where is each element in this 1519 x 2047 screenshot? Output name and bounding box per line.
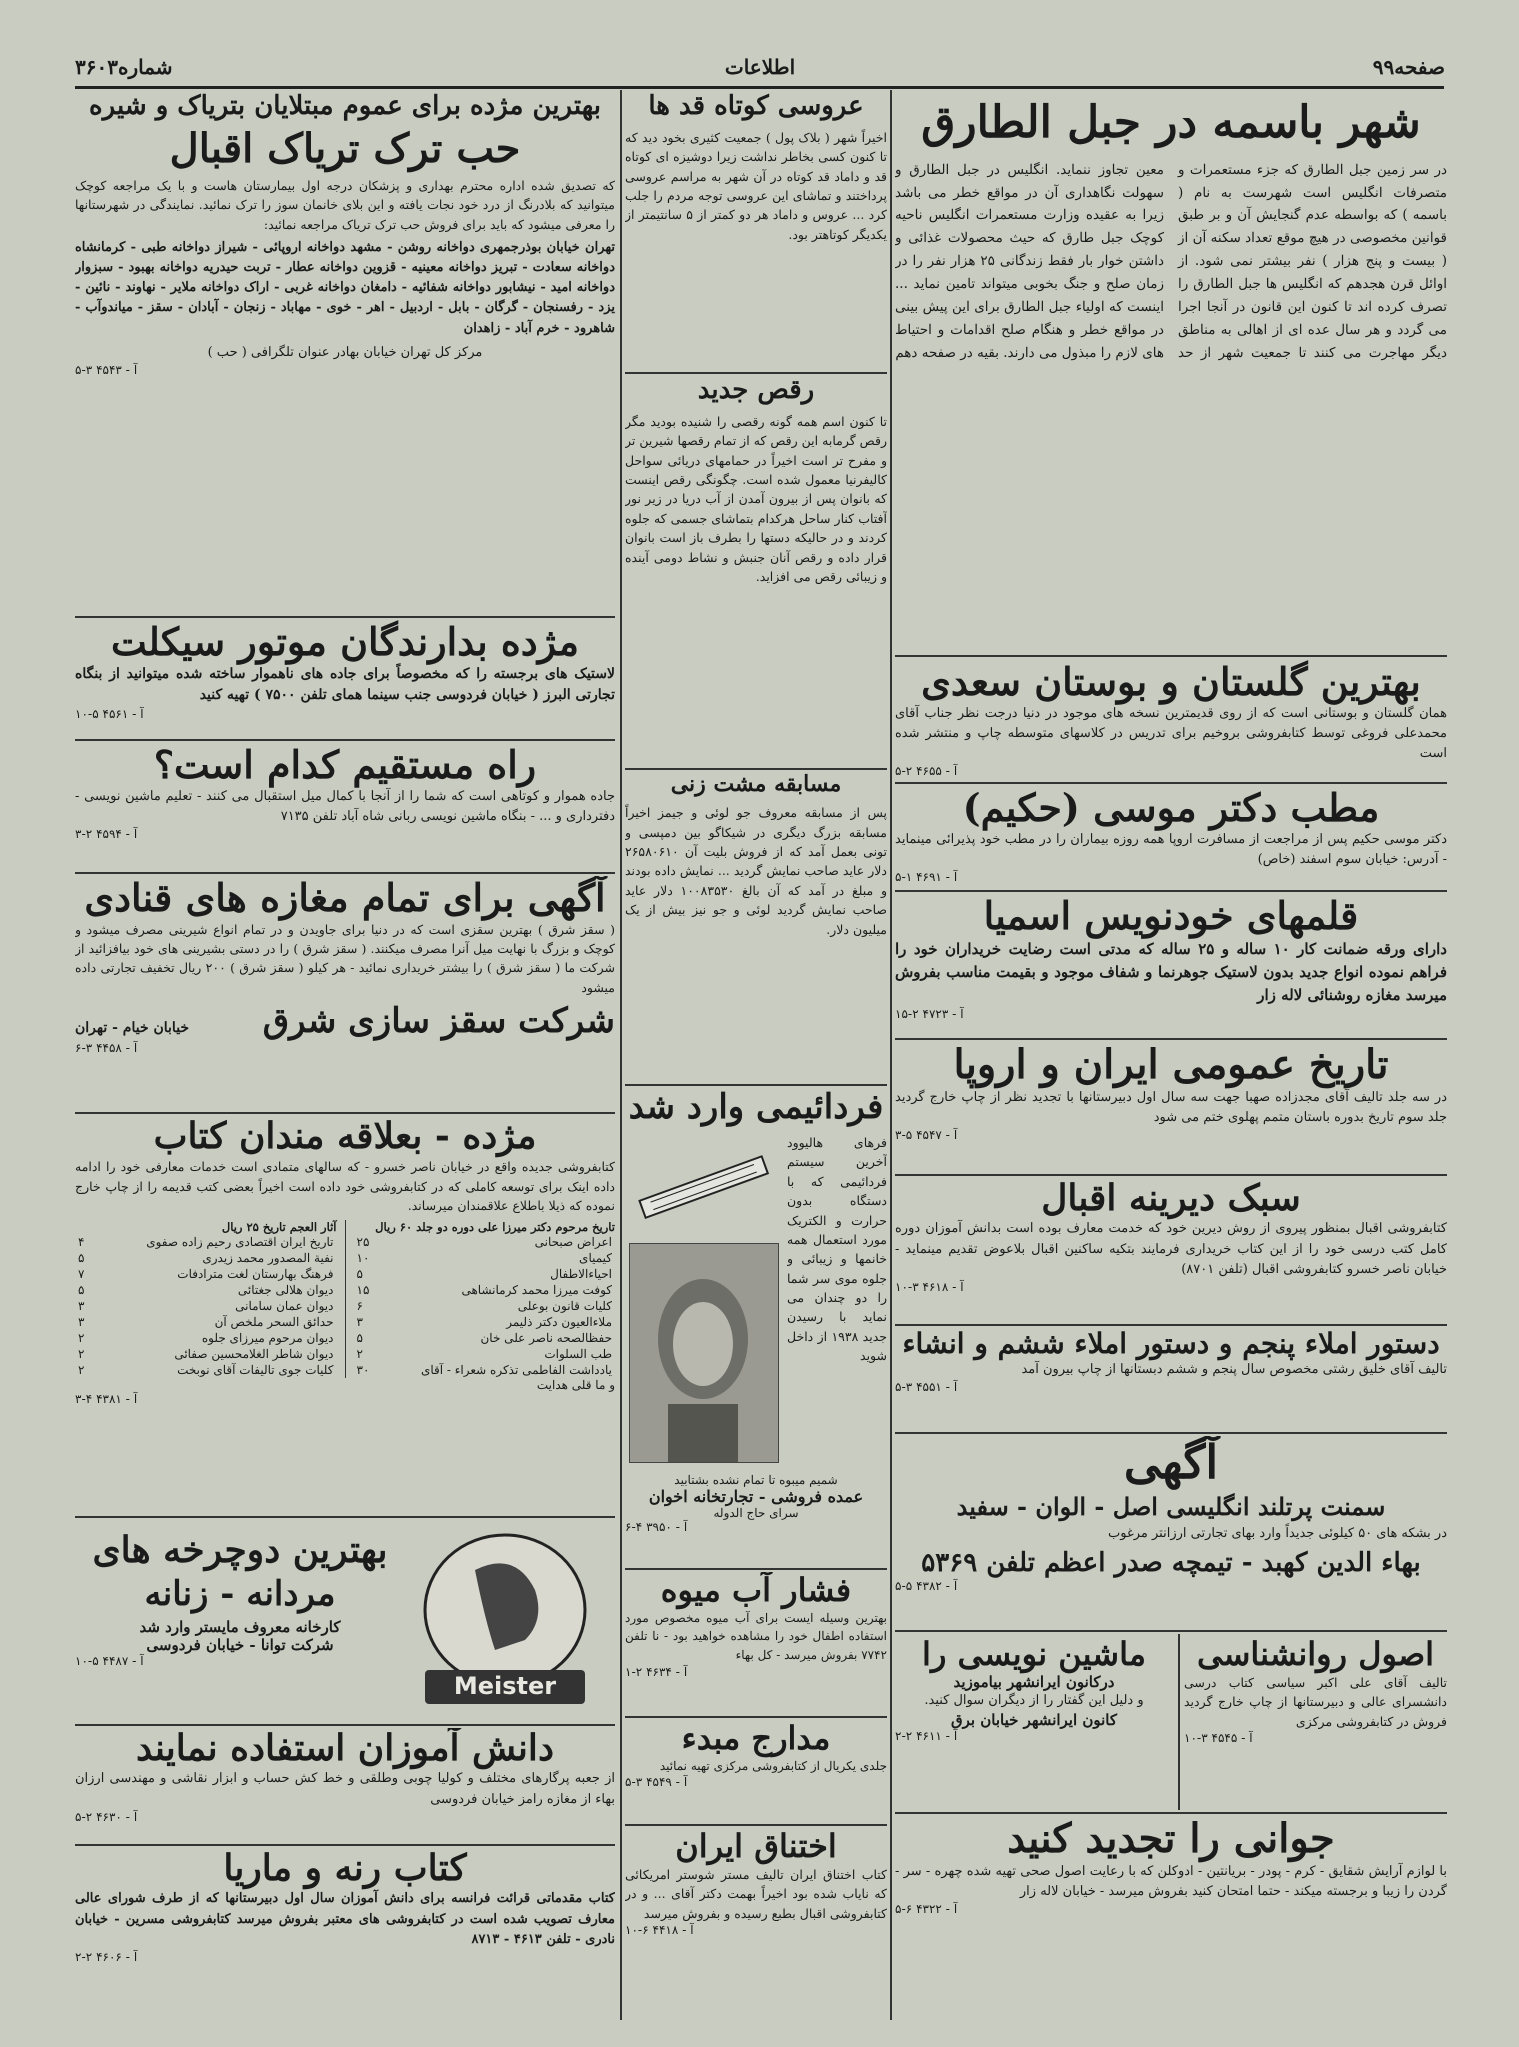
ad-code: آ - ۴۶۱۱ ۲-۲ [895, 1728, 958, 1743]
ad-code: آ - ۴۶۱۸ ۳-۱۰ [895, 1279, 964, 1294]
book-price: ۵ [356, 1266, 363, 1281]
books-body: کتابفروشی جدیده واقع در خیابان ناصر خسرو - که سالهای متمادی است خدمات معارفی خود را ادامه داده اینک برای توسعه کاملی که در کتابفروشی خود داده است اخیراً بعضی کتب قدیمه را از چاپ خارج نموده که ذیلا باطلاع علاقمندان میرساند. [75, 1159, 615, 1214]
books-head-b: آثار العجم تاریخ ۲۵ ریال [221, 1219, 337, 1234]
book-price: ۴ [78, 1234, 85, 1249]
iran-squeeze-body: کتاب اختناق ایران تالیف مستر شوستر امریکائی که نایاب شده بود اخیراً بهمت دکتر آقای ... و در کتابفروشی اقبال بطبع رسیده و بفروش میرسد [625, 1866, 887, 1921]
opium-ad [75, 92, 615, 612]
book-title: حدائق السحر ملخص آن [214, 1314, 334, 1329]
gibraltar-title: شهر باسمه در جبل الطارق [921, 97, 1421, 148]
book-row [354, 1298, 616, 1314]
divider [75, 1724, 615, 1726]
pens-ad [895, 894, 1447, 1034]
divider [75, 616, 615, 618]
book-row [75, 1266, 337, 1282]
page-number: صفحه۹۹ [1372, 55, 1445, 79]
ad-code: آ - ۴۴۸۷ ۵-۱۰ [75, 1654, 144, 1669]
students-ad [75, 1728, 615, 1840]
students-body: از جعبه پرگارهای مختلف و کولیا چوبی وطلقی و خط کش حساب و ابزار نقاشی و مهندسی ارزان بهاء از مغازه رامز خیابان فردوسی [75, 1771, 615, 1807]
madarej-title: مدارج مبدء [681, 1720, 831, 1757]
bicycles-subtitle: مردانه - زنانه [144, 1574, 336, 1615]
typing-sub2: کانون ایرانشهر خیابان برق [950, 1710, 1118, 1729]
book-price: ۶ [356, 1298, 363, 1313]
bicycles-line1: کارخانه معروف مایستر وارد شد [139, 1618, 341, 1637]
eqbal-style-body: کتابفروشی اقبال بمنظور پیروی از روش دیرین خود که خدمت معارف بوده است بدانش آموزان دوره کامل کتب درسی خود را از این کتاب خریداری فرمایند بتکیه ساکنین اقبال بلاعوض تقدیم مینماید - خیابان ناصر خسرو کتابفروشی اقبال (تلفن ۸۷۰۱) [895, 1221, 1447, 1277]
book-row [75, 1330, 337, 1346]
divider [895, 1630, 1447, 1632]
ad-code: آ - ۴۶۰۶ ۲-۲ [75, 1949, 138, 1964]
book-price: ۵ [78, 1282, 85, 1297]
book-row [75, 1250, 337, 1266]
divider [625, 372, 887, 374]
book-title: ملاءالعیون دکتر ذلیمر [506, 1314, 612, 1329]
new-dance-article [625, 376, 887, 764]
typing-sub1: درکانون ایرانشهر بیاموزید [953, 1672, 1115, 1691]
ad-code: آ - ۴۳۸۲ ۵-۵ [895, 1578, 958, 1593]
confectionery-title: آگهی برای تمام مغازه های قنادی [84, 876, 606, 920]
short-bride-title: عروسی کوتاه قد ها [648, 92, 864, 121]
madarej-ad [625, 1720, 887, 1820]
juice-ad [625, 1572, 887, 1712]
book-row [354, 1250, 616, 1266]
book-title: حفظالصحه ناصر علی خان [480, 1330, 612, 1345]
book-title: فرهنگ بهارستان لغت مترادفات [177, 1266, 334, 1281]
book-row [75, 1346, 337, 1362]
book-price: ۳۰ [356, 1362, 370, 1377]
book-price: ۷ [78, 1266, 85, 1281]
ad-code: آ - ۴۵۴۵ ۳-۱۰ [1184, 1730, 1253, 1745]
fredi-shop-line3: سرای حاج الدوله [713, 1506, 799, 1521]
book-row [75, 1362, 337, 1378]
book-list-b [75, 1234, 337, 1378]
ad-code: آ - ۴۴۱۸ ۶-۱۰ [625, 1922, 694, 1937]
book-price: ۲ [356, 1346, 363, 1361]
hakim-ad [895, 786, 1447, 886]
divider [75, 1516, 615, 1518]
book-price: ۲ [78, 1346, 85, 1361]
book-title: یادداشت الفاطمی تذکره شعراء - آقای [420, 1362, 612, 1377]
fredi-shop-line2: عمده فروشی - تجارتخانه اخوان [648, 1487, 864, 1507]
hakim-body: دکتر موسی حکیم پس از مراجعت از مسافرت اروپا همه روزه بیماران را در مطب خود پذیرائی مینماید - آدرس: خیابان سوم اسفند (خاص) [895, 831, 1447, 867]
straight-road-ad [75, 743, 615, 868]
book-row [75, 1314, 337, 1330]
portrait-icon [629, 1244, 778, 1463]
column-divider [620, 90, 622, 2020]
typing-body: و دلیل این گفتار را از دیگران سوال کنید. [924, 1692, 1144, 1708]
history-title: تاریخ عمومی ایران و اروپا [953, 1042, 1389, 1088]
divider [625, 1568, 887, 1570]
book-row [354, 1330, 616, 1346]
woman-portrait-image [629, 1243, 779, 1463]
golestan-title: بهترین گلستان و بوستان سعدی [921, 660, 1421, 704]
fist-contest-body: پس از مسابقه معروف جو لوئی و جیمز اخیراً مسابقه بزرگ دیگری در شیکاگو بین دمپسی و تونی بعمل آمد که از فروش بلیت آن ۲۶۵۸۰۶۱۰ دلار عاید صاحب نمایش گردید ... نمایش داده بودند و مبلغ در آمد که آن بالغ ۱۰۰۸۳۵۳۰ دلار عاید صاحب نمایش گردید لوئی و جو نیز بیش از یک میلیون دلار. [625, 805, 887, 937]
fredi-title: فردائیمی وارد شد [628, 1088, 884, 1127]
bicycles-ad [75, 1520, 615, 1720]
iran-squeeze-ad [625, 1828, 887, 2016]
books-ad [75, 1116, 615, 1512]
column-divider [890, 90, 892, 2020]
books-footer: و ما قلی هدایت [536, 1377, 615, 1392]
bicycles-line2: شرکت توانا - خیابان فردوسی [146, 1636, 334, 1655]
opium-title: حب ترک تریاک اقبال [169, 124, 521, 172]
confectionery-company: شرکت سقز سازی شرق [262, 1001, 615, 1042]
book-title: کلیات جوی تالیفات آقای نوبخت [177, 1362, 334, 1377]
opium-footer: مرکز کل تهران خیابان بهادر عنوان تلگرافی ( حب ) [207, 344, 483, 360]
divider [895, 782, 1447, 784]
book-price: ۲ [78, 1362, 85, 1377]
psychology-ad [1184, 1636, 1447, 1808]
book-price: ۲۵ [356, 1234, 370, 1249]
confectionery-address: خیابان خیام - تهران [75, 1020, 190, 1037]
book-row [354, 1346, 616, 1362]
dictation-ad [895, 1328, 1447, 1428]
psychology-body: تالیف آقای علی اکبر سیاسی کتاب درسی دانشسرای عالی و دبیرستانها از چاپ خارج گردید فروش در کتابفروشی مرکزی [1184, 1674, 1447, 1729]
cement-phone: بهاء الدین کهبد - تیمچه صدر اعظم تلفن ۵۳۶۹ [921, 1547, 1421, 1578]
book-price: ۳ [78, 1298, 85, 1313]
gibraltar-body: در سر زمین جبل الطارق که جزء مستعمرات و متصرفات انگلیس است شهرست به نام ( باسمه ) که بواسطه عدم گنجایش آن و بر طبق قوانین مخصوصی در هیچ موقع تعداد سکنه آن از ( بیست و پنج هزار ) نفر بیشتر نمی شود. از اوائل قرن هجدهم که انگلیس ها جبل الطارق را تصرف کرده اند تا کنون این قانون در آنجا اجرا می گردد و هر سال عده ای از اهالی به مناطق دیگر مهاجرت می کنند تا جمعیت شهر از حد معین تجاوز ننماید. انگلیس در جبل الطارق و سهولت نگاهداری آن در مواقع خطر می باشد زیرا به عقیده وزارت مستعمرات انگلیس ناحیه کوچک جبل طارق که حیث محصولات غذائی و داشتن خوار بار فقط زندگانی ۲۵ هزار نفر را در زمان صلح و جنگ بخوبی میتواند تامین نماید ... اینست که اولیاء جبل الطارق برای این پیش بینی در مواقع خطر و هنگام صلح اقدامات و احتیاط های لازم را مبذول می دارند. بقیه در صفحه دهم [895, 161, 1447, 362]
gibraltar-article [895, 92, 1447, 652]
book-price: ۱۰ [356, 1250, 370, 1265]
divider [895, 1174, 1447, 1176]
straight-road-title: راه مستقیم کدام است؟ [153, 743, 537, 787]
youth-title: جوانی را تجدید کنید [1007, 1816, 1335, 1862]
hair-curler-illustration [629, 1143, 779, 1233]
book-title: کیمیای [579, 1250, 612, 1265]
book-price: ۳ [78, 1314, 85, 1329]
book-title: احیاءالاطفال [550, 1266, 612, 1281]
ad-code: آ - ۴۵۵۱ ۳-۵ [895, 1380, 958, 1395]
column-divider [1178, 1634, 1180, 1810]
typing-title: ماشین نویسی را [922, 1636, 1146, 1673]
cement-body: در بشکه های ۵۰ کیلوئی جدیداً وارد بهای تجارتی ارزانتر مرغوب [1107, 1526, 1447, 1542]
juice-title: فشار آب میوه [660, 1572, 852, 1609]
psychology-title: اصول روانشناسی [1196, 1636, 1435, 1673]
bicycles-title: بهترین دوچرخه های [92, 1530, 388, 1571]
books-head-a: تاریخ مرحوم دکتر میرزا علی دوره دو جلد ۶۰ ریال [375, 1219, 615, 1234]
ad-code: آ - ۳۹۵۰ ۴-۶ [625, 1520, 688, 1535]
divider [75, 1844, 615, 1846]
short-bride-article [625, 92, 887, 367]
book-title: اعراض صبحانی [534, 1234, 612, 1249]
ad-code: آ - ۴۴۵۸ ۳-۶ [75, 1041, 138, 1056]
fredi-shop-line1: شمیم میبوه تا تمام نشده بشتابید [674, 1473, 838, 1488]
book-title: تاریخ ایران اقتصادی رحیم زاده صفوی [146, 1234, 334, 1249]
book-title: کلیات قانون بوعلی [517, 1298, 612, 1313]
books-title: مژده - بعلاقه مندان کتاب [153, 1116, 537, 1157]
history-body: در سه جلد تالیف آقای مجدزاده صهبا جهت سه سال اول دبیرستانها با تجدید نظر از چاپ خارج گردید جلد سوم تاریخ بدوره باستان متمم پهلوی ختم می شود [895, 1090, 1447, 1126]
dictation-title: دستور املاء پنجم و دستور املاء ششم و انشاء [902, 1328, 1440, 1360]
fredi-body: فرهای هالیوود آخرین سیستم فردائیمی که با دستگاه بدون حرارت و الکتریک مورد استعمال همه خانمها و زیبائی و جلوه موی سر شما را دو چندان می نماید با رسیدن جدید ۱۹۳۸ از داخل شوید [787, 1135, 887, 1364]
book-row [75, 1282, 337, 1298]
fist-contest-article [625, 772, 887, 1080]
divider [625, 1084, 887, 1086]
book-title: کوفت میرزا محمد کرمانشاهی [461, 1282, 612, 1297]
book-price: ۵ [78, 1250, 85, 1265]
opium-top: بهترین مژده برای عموم مبتلایان بتریاک و شیره [89, 92, 601, 121]
ad-code: آ - ۴۶۹۱ ۱-۵ [895, 869, 958, 884]
book-list-a [354, 1234, 616, 1378]
book-title: طب السلوات [544, 1346, 612, 1361]
book-row [354, 1266, 616, 1282]
rene-maria-body: کتاب مقدماتی قرائت فرانسه برای دانش آموزان سال اول دبیرستانها که از طرف شورای عالی معارف تصویب شده است در کتابفروشی های معتبر بفروش میرسد کتابفروشی مسرین - خیابان نادری - تلفن ۴۶۱۳ - ۸۷۱۳ [75, 1891, 615, 1947]
motorcycle-title: مژده بدارندگان موتور سیکلت [110, 620, 580, 664]
opium-body: که تصدیق شده اداره محترم بهداری و پزشکان درجه اول بیمارستان هاست و با یک مراجعه کوچک میتوانید که بلادرنگ از درد خود نجات یافته و این بلای خانمان سوز را ترک نمائید. نمایندگی در شهرستانها را معرفی میشود که باید برای فروش حب ترک تریاک مراجعه نمائید: [75, 177, 615, 232]
book-price: ۲ [78, 1330, 85, 1345]
cement-ad [895, 1436, 1447, 1626]
dictation-body: تالیف آقای خلیق رشتی مخصوص سال پنجم و ششم دبستانها از چاپ بیرون آمد [1021, 1362, 1447, 1378]
divider [895, 1812, 1447, 1814]
short-bride-body: اخیراً شهر ( بلاک پول ) جمعیت کثیری بخود دید که تا کنون کسی بخاطر نداشت زیرا دوشیزه ای کوتاه قد و داماد قد کوتاه در آن شهر به مراسم عروسی پرداختند و تماشای این عروسی توجه مردم را جلب کرد ... عروس و داماد هر دو کمتر از ۵ سانتیمتر از یکدیگر کوتاهتر بود. [625, 129, 887, 242]
confectionery-ad [75, 876, 615, 1108]
book-price: ۵ [356, 1330, 363, 1345]
divider [895, 655, 1447, 657]
straight-road-body: جاده هموار و کوتاهی است که شما را از آنجا با کمال میل استقبال می کنند - تعلیم ماشین نویسی - دفترداری و ... - بنگاه ماشین نویسی ربانی شاه آباد تلفن ۷۱۳۵ [75, 788, 615, 824]
ad-code: آ - ۴۵۶۱ ۵-۱۰ [75, 707, 144, 722]
divider [625, 1824, 887, 1826]
paper-name: اطلاعات [724, 55, 796, 79]
book-row [354, 1314, 616, 1330]
fist-contest-title: مسابقه مشت زنی [670, 772, 842, 797]
curler-icon [629, 1143, 779, 1233]
book-price: ۱۵ [356, 1282, 370, 1297]
book-row [75, 1234, 337, 1250]
ad-code: آ - ۴۵۴۷ ۵-۳ [895, 1128, 958, 1143]
hakim-title: مطب دکتر موسی (حکیم) [962, 786, 1380, 830]
ad-code: آ - ۴۵۴۳ ۳-۵ [75, 362, 138, 377]
students-title: دانش آموزان استفاده نمایند [136, 1728, 554, 1769]
cement-subtitle: سمنت پرتلند انگلیسی اصل - الوان - سفید [956, 1491, 1386, 1521]
page-header [75, 55, 1445, 83]
new-dance-body: تا کنون اسم همه گونه رقصی را شنیده بودید مگر رقص گرمابه این رقص که از تمام رقصها شیرین تر و مفرح تر است اخیراً در حمامهای دریائی سواحل کالیفرنیا معمول شده است. چگونگی رقص اینست که بانوان پس از بیرون آمدن از آب دریا در زیر نور آفتاب کنار ساحل هرکدام بتماشای جسمی که جلوه کردند و در حالیکه دستها را بطرف باز است بانوان قرار داده و رقص آنان جنبش و نشاط دومی آینده و زیبائی رقص می افزاید. [625, 413, 887, 584]
golestan-ad [895, 660, 1447, 778]
book-title: دیوان عمان سامانی [235, 1298, 334, 1313]
ad-code: آ - ۴۳۸۱ ۴-۳ [75, 1391, 138, 1406]
divider [895, 1038, 1447, 1040]
book-title: نفیة المصدور محمد زیدری [202, 1250, 334, 1265]
golestan-body: همان گلستان و بوستانی است که از روی قدیمترین نسخه های موجود در دنیا درجت نظر جناب آقای محمدعلی فروغی توسط کتابفروشی بروخیم برای تدریس در کلاسهای متوسطه چاپ و منتشر شده است [895, 705, 1447, 761]
divider [625, 1716, 887, 1718]
divider [75, 1112, 615, 1114]
ad-code: آ - ۴۷۲۳ ۲-۱۵ [895, 1007, 964, 1022]
ad-code: آ - ۴۳۲۲ ۶-۵ [895, 1902, 958, 1917]
rene-maria-title: کتاب رنه و ماریا [223, 1848, 467, 1889]
divider [895, 1324, 1447, 1326]
typing-ad [895, 1636, 1173, 1808]
new-dance-title: رقص جدید [697, 376, 815, 405]
divider [895, 890, 1447, 892]
iran-squeeze-title: اختناق ایران [675, 1828, 837, 1865]
rene-maria-ad [75, 1848, 615, 2016]
divider [75, 739, 615, 741]
book-row [75, 1298, 337, 1314]
history-ad [895, 1042, 1447, 1170]
fredi-ad [625, 1088, 887, 1564]
youth-ad [895, 1816, 1447, 2016]
ad-code: آ - ۴۶۳۰ ۲-۵ [75, 1809, 138, 1824]
motorcycle-body: لاستیک های برجسته را که مخصوصاً برای جاده های ناهموار ساخته شده میتوانید از بنگاه تجارتی البرز ( خیابان فردوسی جنب سینما همای تلفن ۷۵۰۰ ) تهیه کنید [75, 665, 615, 704]
eqbal-style-title: سبک دیرینه اقبال [1041, 1178, 1301, 1219]
madarej-body: جلدی یکریال از کتابفروشی مرکزی تهیه نمائید [659, 1758, 887, 1773]
pens-body: دارای ورقه ضمانت کار ۱۰ ساله و ۲۵ ساله که مدتی است رضایت خریداران خود را فراهم نموده انواع جدید بدون لاستیک جوهرنما و شفاف موجود و بقیمت مناسب بفروش میرسد مغازه روشنائی لاله زار [895, 939, 1447, 1005]
youth-body: با لوازم آرایش شقایق - کرم - پودر - بریانتین - ادوکلن که با رعایت اصول صحی تهیه شده چهره - سر - گردن را زیبا و برجسته میکند - حتما امتحان کنید بفروش میرسد - خیابان لاله زار [895, 1864, 1447, 1900]
book-row [354, 1362, 616, 1378]
meister-emblem [405, 1530, 605, 1710]
book-title: دیوان هلالی جغتائی [237, 1282, 334, 1297]
cement-title: آگهی [1123, 1436, 1219, 1489]
header-rule [75, 86, 1444, 89]
ad-code: آ - ۴۶۳۴ ۲-۱ [625, 1664, 688, 1679]
book-row [354, 1282, 616, 1298]
book-price: ۳ [356, 1314, 363, 1329]
ad-code: آ - ۴۵۴۹ ۳-۵ [625, 1775, 688, 1790]
divider [895, 1432, 1447, 1434]
meister-brand: Meister [453, 1672, 557, 1700]
opium-cities: تهران خیابان بوذرجمهری دواخانه روشن - مشهد دواخانه اروپائی - شیراز دواخانه طبی - کرمانشاه دواخانه سعادت - تبریز دواخانه معینیه - قزوین دواخانه عطار - تربت حیدریه دواخانه بهبود - سبزوار دواخانه امید - نیشابور دواخانه شفائیه - دامغان دواخانه غربی - اراک دواخانه ملایر - نهاوند - نائین - یزد - رفسنجان - گرگان - بابل - اردبیل - اهر - خوی - مهاباد - زنجان - آبادان - سقز - میاندوآب - شاهرود - خرم آباد - زاهدان [75, 240, 615, 336]
book-title: دیوان مرحوم میرزای جلوه [201, 1330, 334, 1345]
book-row [354, 1234, 616, 1250]
eqbal-style-ad [895, 1178, 1447, 1320]
ad-code: آ - ۴۵۹۴ ۲-۳ [75, 826, 138, 841]
divider [625, 768, 887, 770]
ad-code: آ - ۴۶۵۵ ۲-۵ [895, 764, 958, 778]
divider [75, 872, 615, 874]
book-title: دیوان شاطر الغلامحسین صفائی [174, 1346, 334, 1361]
juice-body: بهترین وسیله ایست برای آب میوه مخصوص مورد استفاده اطفال خود را مشاهده خواهید بود - نا تلفن ۷۷۴۲ بفروش میرسد - کل بهاء [625, 1610, 887, 1662]
motorcycle-ad [75, 620, 615, 735]
pens-title: قلمهای خودنویس اسمیا [983, 894, 1359, 938]
issue-number: شماره۳۶۰۳ [75, 55, 173, 79]
confectionery-body: ( سقز شرق ) بهترین سقزی است که در دنیا برای جاویدن و در تمام انواع شیرینی مصرف میشود و کوچک و بزرگ با نهایت میل آنرا مصرف میکنند. ( سقز شرق ) را در دستی بشیرینی های خود بیافزائید از شرکت ما ( سقز شرق ) را بیشتر خریداری نمائید - هر کیلو ( سقز شرق ) ۲۰۰ ریال تخفیف تجارتی داده میشود [75, 921, 615, 995]
